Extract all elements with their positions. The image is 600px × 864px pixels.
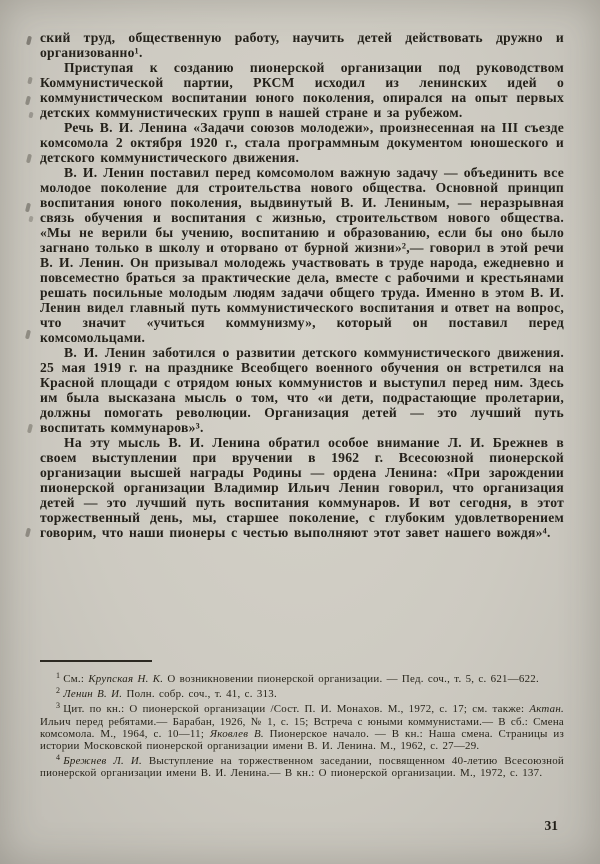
- body-paragraph: В. И. Ленин поставил перед комсомолом важную задачу — объединить все молодое поколение для строительства нового общества. Основной принцип воспитания юного поколения, выдвинутый В. И. Лениным, — неразрывная связь обучения и воспитания с жизнью, строительством нового общества. «Мы не верили бы учению, воспитанию и образованию, если бы оно было загнано только в школу и оторвано от бурной жизни»²,— говорил в этой речи В. И. Ленин. Он призывал молодежь участвовать в труде народа, ежедневно и повсеместно браться за практические дела, вместе с рабочими и крестьянами решать посильные молодым людям задачи общего труда. Именно в этом В. И. Ленин видел главный путь коммунистического воспитания и ответ на вопрос, что значит «учиться коммунизму», который он поставил перед комсомольцами.: [40, 165, 564, 345]
- footnote-author-segment: Брежнев Л. И.: [63, 755, 143, 768]
- scan-artifact-mark: [25, 330, 31, 340]
- scan-artifact-mark: [27, 424, 33, 434]
- footnote-text-segment: Ильич перед ребятами.— Барабан, 1926, № 1, с. 15; Встреча с юными коммунистами.— В сб.: Смена комсомола. М., 1964, с. 10—11;: [40, 715, 564, 740]
- scan-artifact-mark: [28, 216, 33, 223]
- footnote-superscript: 3: [56, 701, 61, 711]
- footnote-text-segment: Полн. собр. соч., т. 41, с. 313.: [122, 688, 277, 701]
- scan-artifact-mark: [28, 112, 33, 119]
- footnote-text-segment: Пионерское начало. — В кн.: Наша смена. Страницы из истории Московской пионерской организации имени В. И. Ленина. М., 1962, с. 27—29.: [40, 727, 565, 753]
- footnote-text-segment: О возникновении пионерской организации. — Пед. соч., т. 5, с. 621—622.: [163, 673, 539, 685]
- page-body: [40, 30, 564, 540]
- footnotes-section: [40, 670, 564, 780]
- body-paragraph: На эту мысль В. И. Ленина обратил особое внимание Л. И. Брежнев в своем выступлении при вручении в 1962 г. Всесоюзной пионерской организации высшей награды Родины — ордена Ленина: «При зарождении пионерской организации Владимир Ильич Ленин говорил, что организация детей — это лучший путь воспитания коммунаров. И вот сегодня, в этот торжественный день, мы, старшее поколение, с глубоким удовлетворением говорим, что наши пионеры с честью выполняют этот завет нашего вождя»⁴.: [40, 435, 564, 540]
- footnote-4: [40, 752, 564, 779]
- footnote-superscript: 1: [56, 671, 61, 680]
- page-number: 31: [544, 818, 558, 833]
- footnote-text-segment: Выступление на торжественном заседании, посвященном 40-летию Всесоюзной пионерской организации имени В. И. Ленина.— В кн.: О пионерской организации. М., 1972, с. 137.: [40, 755, 564, 780]
- footnote-1: [40, 670, 564, 685]
- scan-artifact-mark: [25, 96, 31, 106]
- scan-artifact-mark: [25, 528, 31, 538]
- footnote-separator-rule: [40, 660, 152, 662]
- footnote-author-segment: Ленин В. И.: [63, 688, 123, 701]
- footnote-author-segment: Яковлев В.: [209, 727, 264, 740]
- scan-artifact-mark: [26, 36, 32, 46]
- footnote-text-segment: Цит. по кн.: О пионерской организации /Сост. П. И. Монахов. М., 1972, с. 17; см. также:: [63, 703, 530, 716]
- footnote-3: [40, 700, 564, 752]
- footnote-superscript: 2: [56, 686, 61, 696]
- footnote-author-segment: Актан.: [529, 703, 564, 716]
- body-paragraph-continuation: ский труд, общественную работу, научить детей действовать дружно и организованно¹.: [40, 30, 564, 60]
- body-paragraph: В. И. Ленин заботился о развитии детского коммунистического движения. 25 мая 1919 г. на празднике Всеобщего военного обучения он встретился на Красной площади с отрядом юных коммунистов и выступил перед ним. Здесь им была высказана мысль о том, что «и дети, подрастающие пролетарии, должны помогать революции. Организация детей — это лучший путь воспитать коммунаров»³.: [40, 345, 564, 435]
- scan-artifact-mark: [26, 154, 32, 164]
- scan-artifact-mark: [27, 77, 33, 85]
- footnote-2: [40, 685, 564, 700]
- footnote-superscript: 4: [56, 753, 61, 763]
- footnote-author-segment: Крупская Н. К.: [88, 673, 164, 685]
- footnote-text-segment: См.:: [63, 673, 89, 685]
- scan-artifact-mark: [25, 203, 31, 213]
- body-paragraph: Речь В. И. Ленина «Задачи союзов молодежи», произнесенная на III съезде комсомола 2 октября 1920 г., стала программным документом юношеского и детского коммунистического движения.: [40, 120, 564, 165]
- body-paragraph: Приступая к созданию пионерской организации под руководством Коммунистической партии, РКСМ исходил из ленинских идей о коммунистическом воспитании юного поколения, опирался на опыт первых детских коммунистических групп в нашей стране и за рубежом.: [40, 60, 564, 120]
